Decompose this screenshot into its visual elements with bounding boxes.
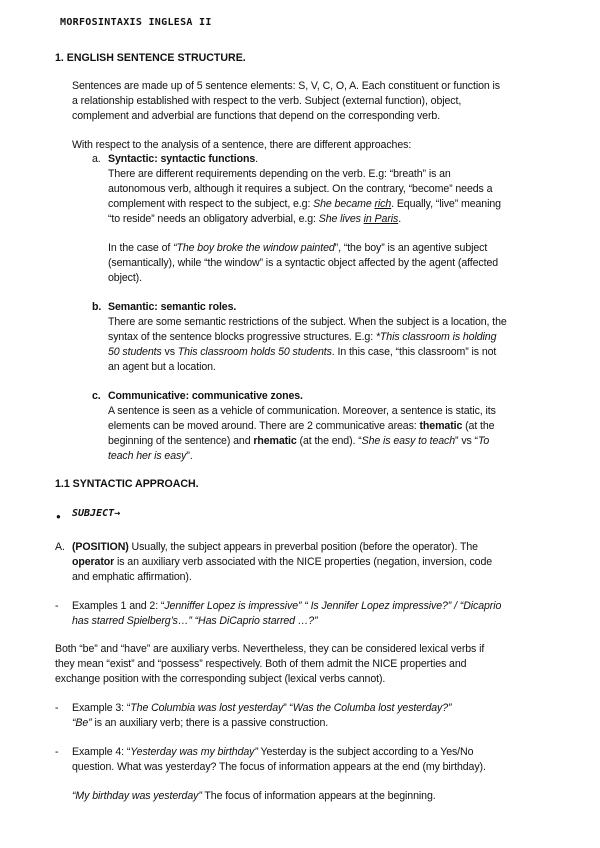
example-text: Yesterday was my birthday” [130, 746, 258, 758]
paragraph-line [108, 434, 489, 449]
paragraph-line: exchange position with the corresponding subject (lexical verbs cannot). [55, 673, 386, 685]
example-text: “Be” [72, 717, 92, 729]
dash-marker: - [55, 600, 59, 612]
paragraph-line: an agent but a location. [108, 361, 216, 373]
section-1-1-heading: 1.1 SYNTACTIC APPROACH. [55, 478, 199, 490]
paragraph-line: “to reside” needs an obligatory adverbial, e.g: She lives in Paris. [108, 213, 402, 225]
example-text: To [477, 435, 490, 447]
paragraph-line [108, 330, 496, 345]
text-span: is an auxiliary verb; there is a passive construction. [91, 717, 329, 729]
paragraph-line [72, 745, 473, 760]
paragraph-line: Both “be” and “have” are auxiliary verbs. Nevertheless, they can be considered lexical verbs if [55, 643, 485, 655]
paragraph-line: question. What was yesterday? The focus of information appears at the end (my birthday). [72, 761, 486, 773]
list-marker-c: c. [92, 390, 101, 402]
dash-marker: - [55, 746, 59, 758]
text-span: (at the end). “ [296, 435, 362, 447]
text-span: syntax of the sentence blocks progressive structures. E.g: [108, 331, 376, 343]
text-span: “to reside” needs an obligatory adverbial, e.g: [108, 213, 319, 225]
text-span: vs [161, 346, 178, 358]
list-marker-b: b. [92, 301, 102, 313]
example-text: “The boy broke the window painted [173, 242, 335, 254]
bold-term: (POSITION) [72, 541, 129, 553]
text-span: beginning of the sentence) and [108, 435, 254, 447]
paragraph-line: Sentences are made up of 5 sentence elements: S, V, C, O, A. Each constituent or function is [72, 80, 500, 92]
text-span: is an auxiliary verb associated with the NICE properties (negation, inversion, code [114, 556, 493, 568]
example-text: Was the Columba lost yesterday?” [292, 702, 452, 714]
text-span: elements can be moved around. There are 2 communicative areas: [108, 420, 420, 432]
text-span: In the case of [108, 242, 174, 254]
paragraph-line [72, 701, 451, 716]
example-text: This classroom holds 50 students [177, 346, 332, 358]
paragraph-line: There are different requirements depending on the verb. E.g: “breath” is an [108, 168, 451, 180]
paragraph-line [72, 716, 328, 731]
paragraph-line: a relationship established with respect to the verb. Subject (external function), object, [72, 95, 462, 107]
text-span: . Equally, “live” meaning [391, 198, 501, 210]
approach-c-title: Communicative: communicative zones. [108, 390, 303, 402]
text-span: (at the [462, 420, 495, 432]
example-text: She became [313, 198, 375, 210]
text-span: Example 3: “ [72, 702, 131, 714]
document-title: MORFOSINTAXIS INGLESA II [60, 17, 212, 28]
text-span: The focus of information appears at the beginning. [201, 790, 436, 802]
approach-b-title: Semantic: semantic roles. [108, 301, 237, 313]
example-text: She lives [318, 213, 364, 225]
paragraph-line: and emphatic affirmation). [72, 571, 192, 583]
text-span: Usually, the subject appears in preverbal position (before the operator). The [128, 541, 478, 553]
paragraph-line: autonomous verb, although it requires a subject. On the contrary, “become” needs a [108, 183, 493, 195]
bullet-icon: ● [56, 512, 61, 521]
paragraph-line [108, 449, 193, 464]
example-text: Jenniffer Lopez is impressive” “ Is Jennifer Lopez impressive?” / “Dicaprio [164, 600, 502, 612]
example-text: She is easy to teach [361, 435, 456, 447]
text-span: ”. [186, 450, 193, 462]
paragraph-line [72, 789, 436, 804]
paragraph-line [108, 345, 496, 360]
example-text: 50 students [108, 346, 162, 358]
bold-term: operator [72, 556, 115, 568]
text-span: complement with respect to the subject, e.g: [108, 198, 314, 210]
paragraph-line: With respect to the analysis of a sentence, there are different approaches: [72, 139, 412, 151]
text-span: ” “ [283, 702, 293, 714]
bold-term: thematic [419, 420, 463, 432]
approach-a-title: Syntactic: syntactic functions. [108, 153, 258, 165]
example-text: teach her is easy [108, 450, 187, 462]
paragraph-line [108, 197, 501, 212]
subject-label: SUBJECT→ [72, 508, 121, 519]
section-1-heading: 1. ENGLISH SENTENCE STRUCTURE. [55, 52, 246, 64]
example-text: *This classroom is holding [375, 331, 497, 343]
paragraph-line [72, 599, 501, 614]
paragraph-line: (semantically), while “the window” is a syntactic object affected by the agent (affected [108, 257, 499, 269]
example-text: “My birthday was yesterday” [72, 790, 202, 802]
example-underlined: in Paris [363, 213, 399, 225]
text-span: . In this case, “this classroom” is not [331, 346, 497, 358]
example-underlined: rich [374, 198, 392, 210]
text-span: Examples 1 and 2: “ [72, 600, 165, 612]
paragraph-line: There are some semantic restrictions of the subject. When the subject is a location, the [108, 316, 507, 328]
paragraph-line: complement and adverbial are functions that depend on the corresponding verb. [72, 110, 441, 122]
example-text: The Columbia was lost yesterday [130, 702, 284, 714]
bold-term: rhematic [253, 435, 297, 447]
paragraph-line [72, 540, 478, 555]
paragraph-line: has starred Spielberg’s…” “Has DiCaprio starred …?” [72, 615, 318, 627]
text-span: ”, “the boy” is an agentive subject [334, 242, 488, 254]
list-marker-a: a. [92, 153, 101, 165]
paragraph-line [108, 241, 487, 256]
list-marker-A: A. [55, 541, 65, 553]
dash-marker: - [55, 702, 59, 714]
paragraph-line: object). [108, 272, 142, 284]
paragraph-line [108, 419, 494, 434]
paragraph-line: A sentence is seen as a vehicle of communication. Moreover, a sentence is static, its [108, 405, 496, 417]
paragraph-line: they mean “exist” and “possess” respectively. Both of them admit the NICE properties and [55, 658, 467, 670]
approach-a-title-text: Syntactic: syntactic functions [108, 153, 256, 165]
text-span: Yesterday is the subject according to a Yes/No [257, 746, 474, 758]
text-span: Example 4: “ [72, 746, 131, 758]
paragraph-line [72, 555, 492, 570]
text-span: ” vs “ [455, 435, 478, 447]
